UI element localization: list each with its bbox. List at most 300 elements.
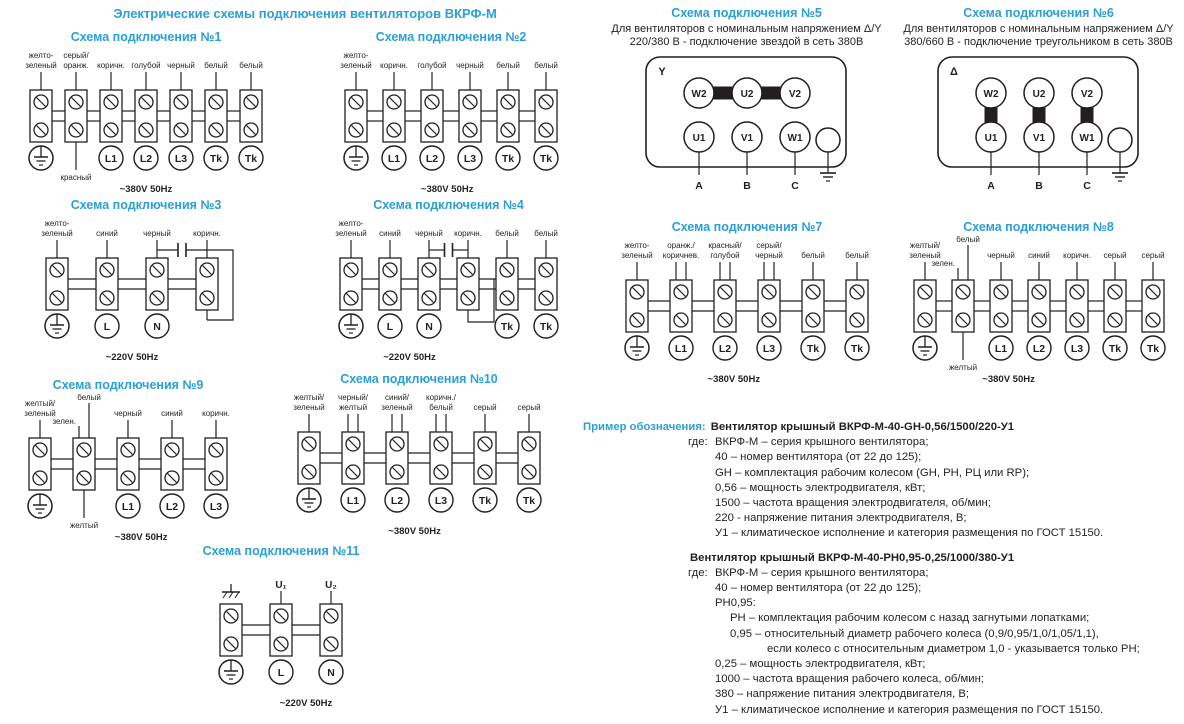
wire-label: оранж. — [63, 61, 89, 70]
wire-label: черный/ — [338, 393, 368, 402]
terminal-1 — [340, 51, 372, 170]
terminal-mark-label: L2 — [1032, 343, 1045, 355]
terminal-4 — [1027, 251, 1051, 360]
wire-label: белый — [955, 236, 980, 244]
scheme-1 — [10, 30, 282, 196]
wire-label: желто- — [28, 51, 54, 60]
terminal-mark-L1 — [669, 336, 693, 360]
scheme-1-title: Схема подключения №1 — [70, 30, 222, 44]
scheme-2-title: Схема подключения №2 — [375, 30, 527, 44]
motor-terminal-U1 — [976, 122, 1006, 152]
scheme-7-diagram — [603, 236, 891, 386]
motor-terminal-label: W2 — [983, 89, 999, 100]
wire-label: коричн. — [1062, 251, 1091, 260]
terminal-1 — [25, 51, 57, 170]
capacitor-icon — [429, 243, 468, 257]
terminal-mark-L2 — [385, 488, 409, 512]
wire-label: оранж./ — [667, 241, 695, 250]
terminal-4 — [755, 241, 783, 360]
wire-label: зелен. — [930, 259, 955, 268]
terminal-6 — [517, 403, 541, 512]
terminal-mark-label: L — [103, 321, 111, 333]
wire-label: коричн. — [202, 409, 230, 418]
scheme-11 — [150, 544, 412, 710]
terminal-mark-L1 — [382, 146, 406, 170]
where-label: где: — [688, 566, 708, 579]
capacitor-icon — [157, 243, 207, 257]
terminal-7 — [239, 61, 263, 170]
voltage-label: ~220V 50Hz — [105, 352, 159, 363]
terminal-mark-label: Tk — [478, 495, 492, 507]
terminal-mark-L — [378, 314, 402, 338]
scheme-10-diagram — [272, 388, 566, 538]
wire-label: черный — [755, 251, 783, 260]
scheme-8 — [893, 220, 1184, 386]
wire-label: коричнев. — [662, 251, 700, 260]
terminal-mark-label: L2 — [165, 501, 179, 513]
wire-label: желтый/ — [24, 399, 56, 408]
terminal-mark-L2 — [1027, 336, 1051, 360]
terminal-5 — [202, 409, 230, 518]
terminal-5 — [495, 229, 519, 338]
scheme-9 — [5, 378, 251, 544]
phase-label: B — [1035, 180, 1043, 192]
wire-label: зеленый — [381, 403, 413, 412]
scheme-2-diagram — [322, 46, 580, 196]
designation-items-1 — [583, 435, 1181, 541]
where-label: где: — [688, 436, 708, 449]
terminal-2 — [60, 51, 91, 182]
wire-label: желтый — [69, 521, 99, 530]
terminal-mark-L2 — [134, 146, 158, 170]
terminal-mark-L3 — [1065, 336, 1089, 360]
motor-terminal-label: V2 — [1080, 89, 1094, 100]
terminal-6 — [534, 61, 558, 170]
designation-item-text: 0,56 – мощность электродвигателя, кВт; — [715, 481, 926, 494]
wire-label: зеленый — [621, 251, 653, 260]
scheme-6-svg — [896, 53, 1181, 199]
terminal-mark-Tk — [495, 314, 519, 338]
designation-item — [583, 672, 1181, 687]
scheme-10 — [272, 372, 566, 538]
star-bridge-icon — [761, 87, 781, 100]
terminal-mark-label: Tk — [539, 321, 553, 333]
terminal-4 — [160, 409, 184, 518]
terminal-3 — [143, 229, 171, 338]
terminal-3 — [415, 229, 443, 338]
wire-label: голубой — [417, 61, 447, 70]
scheme-4-title: Схема подключения №4 — [373, 198, 524, 212]
ground-terminal-icon — [339, 314, 363, 338]
terminal-mark-Tk — [801, 336, 825, 360]
wire-label: черный — [167, 61, 195, 70]
wire-label: белый — [496, 61, 520, 70]
scheme-9-title: Схема подключения №9 — [52, 378, 204, 392]
terminal-mark-N — [319, 660, 343, 684]
terminal-4 — [193, 229, 221, 310]
terminal-mark-Tk — [1141, 336, 1165, 360]
terminal-mark-Tk — [1103, 336, 1127, 360]
phase-label: C — [1083, 180, 1091, 192]
star-bridge-icon — [713, 87, 733, 100]
wire-label: зеленый — [24, 409, 56, 418]
terminal-mark-L3 — [429, 488, 453, 512]
wire-label: красный — [60, 173, 92, 182]
wire-label: коричн. — [380, 61, 408, 70]
wire-label: желтый/ — [909, 241, 940, 250]
terminal-3 — [97, 61, 125, 170]
wire-label: коричн./ — [426, 393, 456, 402]
designation-example-head — [583, 420, 1181, 435]
scheme-10-svg — [273, 388, 565, 538]
designation-item — [583, 687, 1181, 702]
terminal-4 — [454, 229, 482, 310]
designation-item — [583, 496, 1181, 511]
phase-label: C — [791, 180, 799, 192]
terminal-mark-label: L2 — [718, 343, 732, 355]
terminal-mark-label: L1 — [387, 153, 401, 165]
designation-item-text: 0,95 – относительный диаметр рабочего колеса (0,9/0,95/1,0/1,05/1,1), — [730, 627, 1099, 640]
terminal-mark-N — [417, 314, 441, 338]
terminal-mark-L3 — [757, 336, 781, 360]
designation-item — [583, 481, 1181, 496]
designation-item-text: 40 – номер вентилятора (от 22 до 125); — [715, 451, 922, 464]
scheme-11-title: Схема подключения №11 — [202, 544, 360, 558]
motor-terminal-label: U2 — [740, 89, 754, 100]
terminal-mark-L2 — [713, 336, 737, 360]
terminal-mark-L2 — [160, 494, 184, 518]
wire-label: черный — [415, 229, 443, 238]
terminal-mark-Tk — [473, 488, 497, 512]
scheme-8-title: Схема подключения №8 — [963, 220, 1114, 234]
wire-label: красный/ — [708, 241, 742, 250]
designation-example-heading: Пример обозначения: — [583, 421, 706, 433]
terminal-2 — [378, 229, 402, 338]
terminal-mark-label: Tk — [850, 343, 864, 355]
designation-item-text: 1500 – частота вращения электродвигателя, об/мин; — [715, 497, 991, 510]
terminal-mark-label: L2 — [390, 495, 404, 507]
wire-label: серый — [517, 403, 541, 412]
terminal-mark-label: Tk — [244, 153, 258, 165]
terminal-mark-label: Tk — [1146, 343, 1159, 355]
wire-label: белый — [534, 229, 558, 238]
designation-item-text: 380 – напряжение питания электродвигателя, В; — [715, 688, 970, 701]
motor-terminal-U1 — [684, 122, 714, 152]
terminal-mark-label: L3 — [463, 153, 477, 165]
wire-label: коричн. — [454, 229, 482, 238]
terminal-mark-label: L2 — [425, 153, 439, 165]
terminal-mark-label: L3 — [209, 501, 223, 513]
terminal-mark-L1 — [99, 146, 123, 170]
scheme-5-title: Схема подключения №5 — [671, 6, 822, 20]
scheme-9-diagram — [5, 394, 251, 544]
terminal-mark-label: L — [277, 667, 285, 679]
wire-label: белый — [845, 251, 869, 260]
motor-terminal-W1 — [780, 122, 810, 152]
motor-terminal-label: W1 — [1079, 133, 1095, 144]
designation-item — [583, 526, 1181, 541]
terminal-mark-label: Tk — [500, 321, 514, 333]
scheme-5-description: Для вентиляторов с номинальным напряжением Δ/Y 220/380 В - подключение звездой в сеть 380В — [611, 23, 882, 48]
voltage-label: ~380V 50Hz — [114, 532, 168, 543]
scheme-7 — [603, 220, 891, 386]
terminal-mark-Tk — [496, 146, 520, 170]
wire-label: синий — [161, 409, 183, 418]
wire-label: коричн. — [97, 61, 125, 70]
terminal-mark-Tk — [534, 146, 558, 170]
wire-label: синий — [96, 229, 118, 238]
terminal-mark-label: L1 — [104, 153, 118, 165]
wire-label: белый — [204, 61, 228, 70]
wire-label: желтый/ — [293, 393, 325, 402]
terminal-mark-label: L1 — [346, 495, 360, 507]
ground-terminal-icon — [29, 146, 53, 170]
terminal-3 — [381, 393, 413, 512]
terminal-5 — [167, 61, 195, 170]
terminal-mark-L — [269, 660, 293, 684]
designation-item — [583, 627, 1181, 642]
terminal-2 — [338, 393, 369, 512]
motor-terminal-label: V2 — [788, 89, 802, 100]
voltage-label: ~380V 50Hz — [420, 184, 474, 195]
terminal-mark-label: L1 — [674, 343, 688, 355]
scheme-3-diagram — [20, 214, 272, 364]
blank-terminal — [1108, 128, 1132, 152]
voltage-label: ~380V 50Hz — [707, 374, 761, 385]
scheme-1-svg — [11, 46, 281, 196]
wire-label: серый — [473, 403, 497, 412]
ground-icon — [1112, 173, 1128, 181]
terminal-mark-label: N — [153, 321, 161, 333]
wire-label: серый — [1140, 251, 1165, 260]
terminal-4 — [456, 61, 484, 170]
terminal-mark-L3 — [204, 494, 228, 518]
scheme-2 — [322, 30, 580, 196]
wire-label: серый — [1102, 251, 1127, 260]
terminal-mark-N — [145, 314, 169, 338]
terminal-5 — [801, 251, 825, 360]
terminal-5 — [473, 403, 497, 512]
designation-example — [583, 420, 1181, 718]
scheme-11-svg — [175, 560, 387, 710]
terminal-1 — [41, 219, 73, 338]
terminal-mark-label: L3 — [174, 153, 188, 165]
wire-label: белый — [495, 229, 519, 238]
scheme-7-title: Схема подключения №7 — [671, 220, 823, 234]
wire-label: белый — [534, 61, 558, 70]
designation-item — [583, 435, 1181, 450]
designation-item-text: РН – комплектация рабочим колесом с назад загнутыми лопатками; — [730, 612, 1090, 625]
wire-label: черный — [986, 251, 1015, 260]
page-title: Электрические схемы подключения вентиляторов ВКРФ-М — [113, 6, 497, 21]
motor-terminal-V1 — [1024, 122, 1054, 152]
designation-item — [583, 703, 1181, 718]
terminal-mark-label: L3 — [434, 495, 448, 507]
designation-item-text: 0,25 – мощность электродвигателя, кВт; — [715, 658, 926, 671]
terminal-mark-Tk — [517, 488, 541, 512]
designation-item-text: ВКРФ-М – серия крышного вентилятора; — [715, 566, 929, 579]
ground-terminal-icon — [625, 336, 649, 360]
wire-label: зеленый — [340, 61, 372, 70]
wire-label: зеленый — [41, 229, 73, 238]
scheme-5-diagram — [603, 53, 890, 199]
motor-terminal-label: V1 — [1032, 133, 1046, 144]
scheme-7-svg — [603, 236, 891, 386]
ground-terminal-icon — [28, 494, 52, 518]
ground-terminal-icon — [219, 660, 243, 684]
scheme-6 — [893, 6, 1184, 199]
wire-label: черный — [143, 229, 171, 238]
designation-item-text: 40 – номер вентилятора (от 22 до 125); — [715, 582, 922, 595]
terminal-2 — [269, 580, 293, 684]
terminal-mark-label: Tk — [1108, 343, 1121, 355]
ground-terminal-icon — [344, 146, 368, 170]
designation-item — [583, 566, 1181, 581]
motor-terminal-label: U2 — [1032, 89, 1046, 100]
terminal-3 — [114, 409, 142, 518]
terminal-6 — [534, 229, 558, 338]
designation-items-2 — [583, 566, 1181, 718]
terminal-6 — [845, 251, 869, 360]
phase-label: A — [987, 180, 995, 192]
wire-label: зелен. — [52, 417, 76, 426]
wire-label: белый — [801, 251, 825, 260]
designation-item-text: ВКРФ-М – серия крышного вентилятора; — [715, 436, 929, 449]
terminal-mark-label: Tk — [539, 153, 553, 165]
ground-icon — [820, 173, 836, 181]
designation-item — [583, 642, 1181, 657]
scheme-2-svg — [322, 46, 580, 196]
terminal-mark-Tk — [845, 336, 869, 360]
scheme-3-svg — [21, 214, 271, 364]
wire-label: зеленый — [335, 229, 367, 238]
voltage-label: ~380V 50Hz — [388, 526, 441, 537]
terminal-mark-label: L — [386, 321, 394, 333]
wire-label: белый — [429, 403, 453, 412]
motor-terminal-W1 — [1072, 122, 1102, 152]
scheme-4-svg — [317, 214, 580, 364]
ground-terminal-icon — [297, 488, 321, 512]
wire-label: черный — [456, 61, 484, 70]
terminal-mark-label: L1 — [994, 343, 1007, 355]
motor-terminal-label: U1 — [692, 133, 706, 144]
motor-terminal-label: U1 — [984, 133, 998, 144]
wire-label: черный — [114, 409, 142, 418]
connection-type-label: Y — [658, 66, 666, 78]
wire-label: белый — [239, 61, 263, 70]
voltage-label: ~380V 50Hz — [119, 184, 173, 195]
scheme-6-description: Для вентиляторов с номинальным напряжением Δ/Y 380/660 В - подключение треугольником в сеть 380В — [903, 23, 1174, 48]
designation-item — [583, 611, 1181, 626]
scheme-5 — [603, 6, 890, 199]
terminal-mark-label: L3 — [762, 343, 776, 355]
wire-label: голубой — [710, 251, 740, 260]
scheme-1-diagram — [10, 46, 282, 196]
ground-terminal-icon — [45, 314, 69, 338]
designation-item-text: 220 - напряжение питания электродвигателя, В; — [715, 512, 967, 525]
wire-label: желтый — [948, 363, 977, 372]
terminal-mark-L2 — [420, 146, 444, 170]
wire-label: серый/ — [63, 51, 89, 60]
terminal-2 — [380, 61, 408, 170]
terminal-2 — [95, 229, 119, 338]
scheme-6-diagram — [893, 53, 1184, 199]
scheme-8-diagram — [893, 236, 1184, 386]
scheme-6-title: Схема подключения №6 — [963, 6, 1114, 20]
designation-item — [583, 581, 1181, 596]
terminal-1 — [335, 219, 367, 338]
wire-label: белый — [77, 394, 101, 402]
designation-item — [583, 511, 1181, 526]
motor-terminal-V2 — [780, 78, 810, 108]
terminal-2 — [52, 394, 100, 530]
terminal-3 — [987, 251, 1015, 360]
terminal-mark-label: L3 — [1070, 343, 1083, 355]
wire-label: желто- — [44, 219, 70, 228]
scheme-5-svg — [604, 53, 889, 199]
designation-model-1: Вентилятор крышный ВКРФ-М-40-GH-0,56/1500/220-У1 — [710, 421, 1015, 433]
wire-label: зеленый — [25, 61, 57, 70]
designation-item-text: РН0,95: — [715, 597, 756, 610]
terminal-mark-Tk — [204, 146, 228, 170]
designation-model-2: Вентилятор крышный ВКРФ-М-40-РН0,95-0,25/1000/380-У1 — [690, 551, 1015, 564]
scheme-9-svg — [6, 394, 250, 544]
scheme-8-svg — [895, 236, 1183, 386]
motor-terminal-U2 — [732, 78, 762, 108]
designation-item — [583, 657, 1181, 672]
designation-item-text: У1 – климатическое исполнение и категория размещения по ГОСТ 15150. — [715, 527, 1104, 540]
wire-label: желто- — [343, 51, 369, 60]
wire-label: желто- — [624, 241, 650, 250]
terminal-mark-label: Tk — [522, 495, 536, 507]
terminal-mark-label: Tk — [501, 153, 515, 165]
blank-terminal — [816, 128, 840, 152]
terminal-mark-Tk — [239, 146, 263, 170]
motor-terminal-label: V1 — [740, 133, 754, 144]
terminal-1 — [621, 241, 653, 360]
scheme-3-title: Схема подключения №3 — [70, 198, 222, 212]
scheme-11-diagram — [150, 560, 412, 710]
wire-label: коричн. — [193, 229, 221, 238]
scheme-3 — [20, 198, 272, 364]
scheme-4-diagram — [316, 214, 581, 364]
voltage-label: ~220V 50Hz — [279, 698, 333, 709]
terminal-5 — [496, 61, 520, 170]
phase-label: A — [695, 180, 703, 192]
designation-item-text: если колесо с относительным диаметром 1,0 - указывается только РН; — [767, 642, 1140, 655]
connection-type-label: Δ — [950, 66, 958, 78]
motor-terminal-W2 — [976, 78, 1006, 108]
wire-label: желто- — [338, 219, 364, 228]
terminal-mark-L1 — [341, 488, 365, 512]
designation-item-text: 1000 – частота вращения рабочего колеса, об/мин; — [715, 673, 984, 686]
terminal-4 — [426, 393, 457, 512]
motor-terminal-V2 — [1072, 78, 1102, 108]
terminal-mark-L — [95, 314, 119, 338]
phase-label: B — [743, 180, 751, 192]
wire-label: синий — [1027, 251, 1050, 260]
terminal-mark-L1 — [116, 494, 140, 518]
terminal-mark-label: N — [425, 321, 433, 333]
scheme-10-title: Схема подключения №10 — [340, 372, 498, 386]
terminal-3 — [319, 580, 343, 684]
designation-item-text: У1 – климатическое исполнение и категория размещения по ГОСТ 15150. — [715, 703, 1104, 716]
motor-terminal-U2 — [1024, 78, 1054, 108]
motor-terminal-V1 — [732, 122, 762, 152]
terminal-mark-label: L2 — [139, 153, 153, 165]
designation-item — [583, 466, 1181, 481]
terminal-6 — [204, 61, 228, 170]
